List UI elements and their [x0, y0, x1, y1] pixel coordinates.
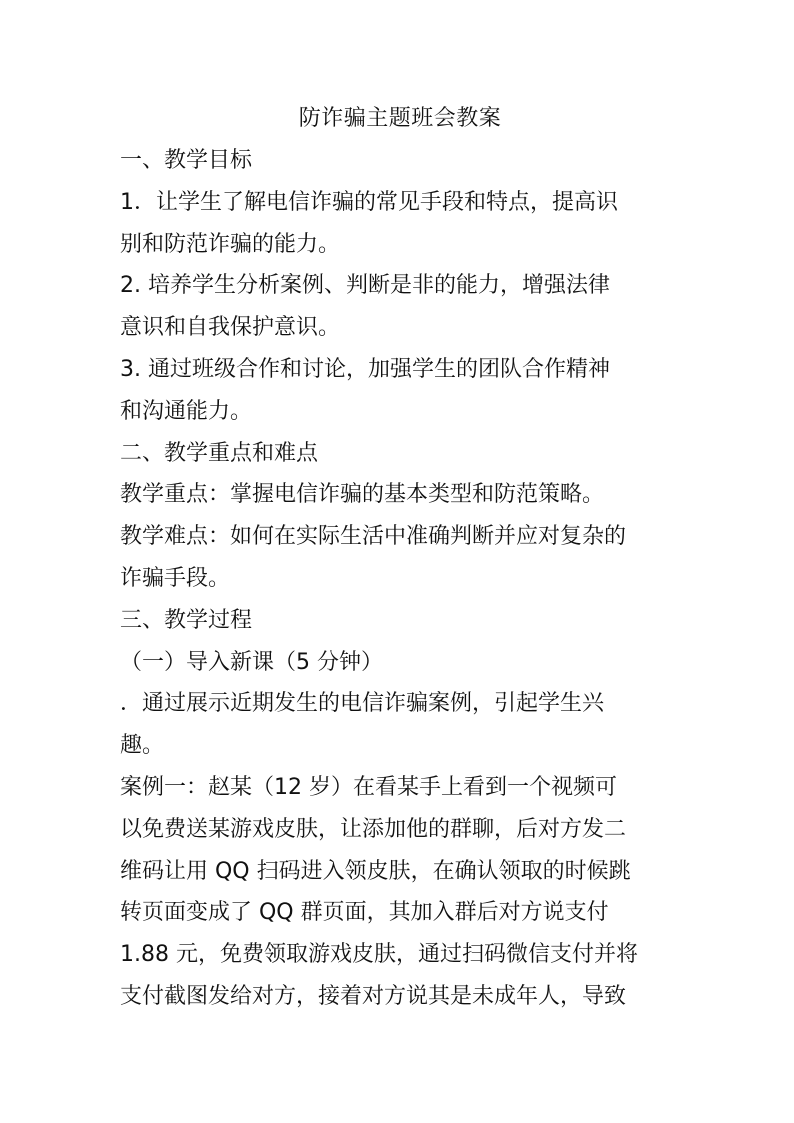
- case-1-line-1: 案例一：赵某（12 岁）在看某手上看到一个视频可: [120, 774, 617, 800]
- case-1-line-2: 以免费送某游戏皮肤，让添加他的群聊，后对方发二: [120, 816, 627, 842]
- goal-1-line-1: 1．让学生了解电信诈骗的常见手段和特点，提高识: [120, 189, 618, 215]
- case-1-line-3: 维码让用 QQ 扫码进入领皮肤，在确认领取的时候跳: [120, 858, 631, 884]
- intro-line-1: ．通过展示近期发生的电信诈骗案例，引起学生兴: [120, 691, 605, 717]
- document-body: [120, 98, 680, 1018]
- difficulty-line-2: 诈骗手段。: [120, 565, 231, 591]
- difficulty-line-1: 教学难点：如何在实际生活中准确判断并应对复杂的: [120, 524, 627, 550]
- goal-2-line-2: 意识和自我保护意识。: [120, 315, 341, 341]
- heading-teaching-goals: 一、教学目标: [120, 148, 253, 173]
- goal-3-line-2: 和沟通能力。: [120, 398, 253, 424]
- goal-2-line-1: 2. 培养学生分析案例、判断是非的能力，增强法律: [120, 273, 610, 299]
- heading-key-points: 二、教学重点和难点: [120, 440, 319, 466]
- key-point-line: 教学重点：掌握电信诈骗的基本类型和防范策略。: [120, 482, 605, 508]
- goal-3-line-1: 3. 通过班级合作和讨论，加强学生的团队合作精神: [120, 356, 610, 382]
- intro-line-2: 趣。: [120, 733, 165, 759]
- goal-1-line-2: 别和防范诈骗的能力。: [120, 231, 341, 257]
- heading-teaching-process: 三、教学过程: [120, 607, 253, 633]
- document-title: 防诈骗主题班会教案: [298, 106, 502, 131]
- subheading-introduction: （一）导入新课（5 分钟）: [120, 649, 383, 675]
- case-1-line-4: 转页面变成了 QQ 群页面，其加入群后对方说支付: [120, 900, 609, 926]
- case-1-line-5: 1.88 元，免费领取游戏皮肤，通过扫码微信支付并将: [120, 942, 638, 968]
- case-1-line-6: 支付截图发给对方，接着对方说其是未成年人，导致: [120, 983, 627, 1009]
